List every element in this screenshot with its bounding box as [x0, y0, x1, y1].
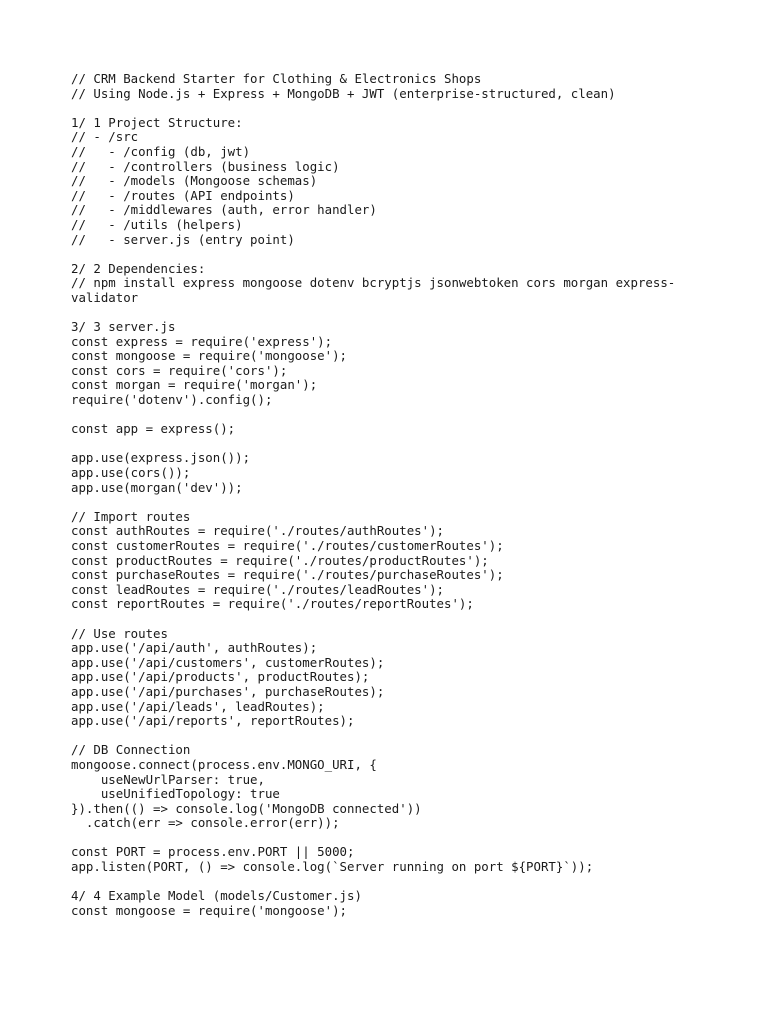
code-line: // npm install express mongoose dotenv bcryptjs jsonwebtoken cors morgan express-	[71, 275, 676, 291]
code-line: // - server.js (entry point)	[71, 231, 295, 247]
code-line: const cors = require('cors');	[71, 362, 288, 378]
code-line	[71, 437, 701, 452]
code-line: // Use routes	[71, 625, 168, 641]
code-line: app.listen(PORT, () => console.log(`Server running on port ${PORT}`));	[71, 859, 594, 875]
code-line: // DB Connection	[71, 742, 191, 758]
code-line: 2/ 2 Dependencies:	[71, 260, 206, 276]
code-line: const express = require('express');	[71, 333, 333, 349]
code-line: const customerRoutes = require('./routes/customerRoutes');	[71, 538, 504, 553]
code-line: // - /models (Mongoose schemas)	[71, 173, 318, 189]
code-line: // - /routes (API endpoints)	[71, 187, 295, 203]
code-line: app.use('/api/reports', reportRoutes);	[71, 713, 355, 729]
code-line: const mongoose = require('mongoose');	[71, 902, 348, 918]
code-line	[71, 306, 701, 321]
code-line: app.use('/api/products', productRoutes);	[71, 669, 370, 685]
code-line: const authRoutes = require('./routes/authRoutes');	[71, 523, 444, 539]
code-line: app.use('/api/purchases', purchaseRoutes);	[71, 683, 385, 699]
code-line: const morgan = require('morgan');	[71, 377, 318, 393]
code-line: const productRoutes = require('./routes/productRoutes');	[71, 552, 489, 568]
code-line: // - /utils (helpers)	[71, 216, 243, 232]
code-line: 1/ 1 Project Structure:	[71, 114, 243, 130]
code-line: mongoose.connect(process.env.MONGO_URI, {	[71, 756, 377, 772]
code-line: }).then(() => console.log('MongoDB connected'))	[71, 800, 422, 816]
code-line: app.use(cors());	[71, 465, 191, 481]
code-line: const mongoose = require('mongoose');	[71, 348, 348, 364]
code-line: // CRM Backend Starter for Clothing & Electronics Shops	[71, 71, 482, 86]
code-line	[71, 247, 701, 262]
code-line: app.use(morgan('dev'));	[71, 479, 243, 495]
code-line: // - /middlewares (auth, error handler)	[71, 202, 377, 218]
code-line: validator	[71, 289, 139, 305]
code-line	[71, 729, 701, 744]
code-line: app.use('/api/leads', leadRoutes);	[71, 698, 325, 714]
code-line	[71, 612, 701, 627]
code-line: // - /src	[71, 129, 139, 145]
code-line: .catch(err => console.error(err));	[71, 815, 340, 831]
code-line: app.use('/api/customers', customerRoutes);	[71, 654, 385, 670]
code-line: 4/ 4 Example Model (models/Customer.js)	[71, 888, 362, 904]
code-line: // Import routes	[71, 508, 191, 524]
code-line: // Using Node.js + Express + MongoDB + JWT (enterprise-structured, clean)	[71, 85, 616, 101]
code-line: app.use(express.json());	[71, 450, 251, 466]
code-line	[71, 875, 701, 890]
code-line: // - /config (db, jwt)	[71, 143, 251, 159]
code-line: const app = express();	[71, 421, 236, 437]
code-line: // - /controllers (business logic)	[71, 158, 340, 174]
code-line: const PORT = process.env.PORT || 5000;	[71, 844, 355, 860]
code-line: const reportRoutes = require('./routes/reportRoutes');	[71, 596, 474, 612]
code-line: useUnifiedTopology: true	[71, 786, 280, 802]
code-line: require('dotenv').config();	[71, 392, 273, 408]
code-line: app.use('/api/auth', authRoutes);	[71, 640, 318, 656]
code-line	[71, 408, 701, 423]
code-listing	[71, 72, 701, 918]
code-line: 3/ 3 server.js	[71, 319, 176, 335]
code-line	[71, 101, 701, 116]
code-line	[71, 495, 701, 510]
code-line: const purchaseRoutes = require('./routes/purchaseRoutes');	[71, 567, 504, 583]
code-line: useNewUrlParser: true,	[71, 771, 265, 787]
code-line	[71, 831, 701, 846]
code-line: const leadRoutes = require('./routes/leadRoutes');	[71, 581, 444, 597]
